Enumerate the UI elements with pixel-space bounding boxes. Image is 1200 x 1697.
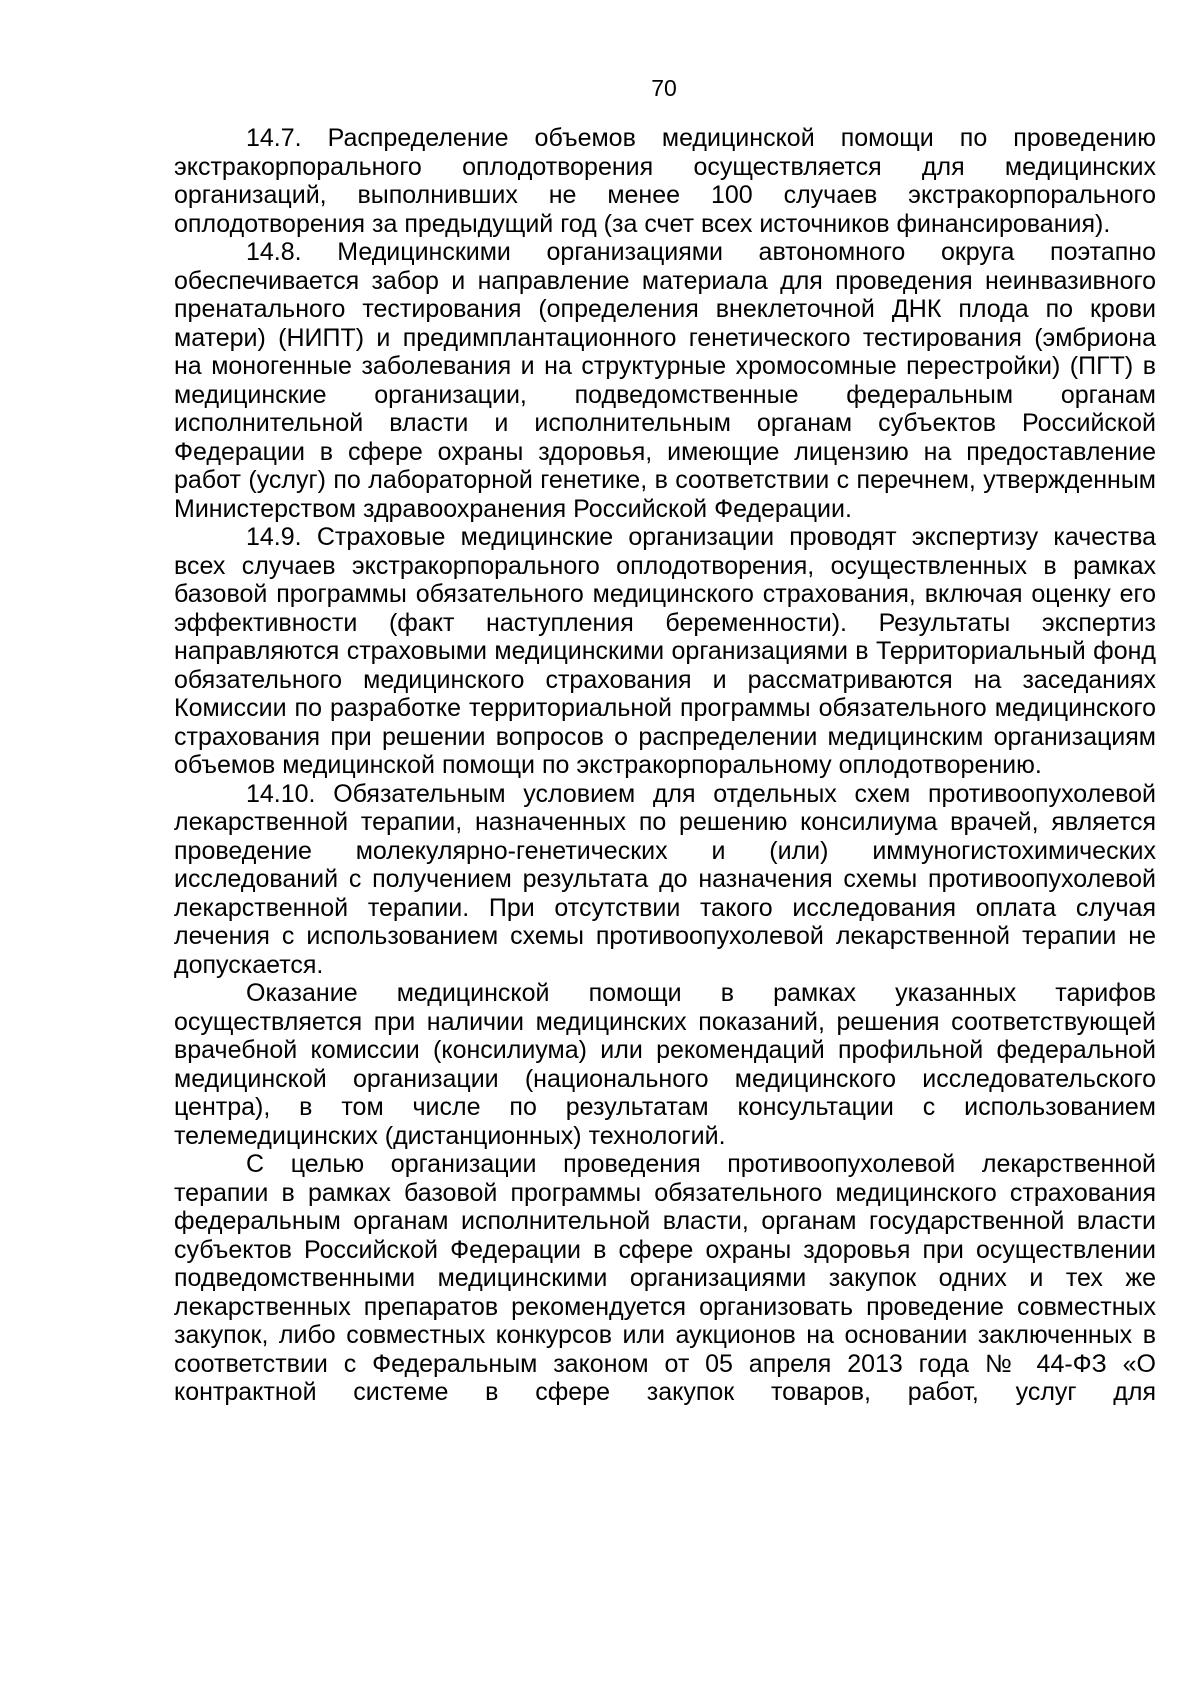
paragraph-14-8: 14.8. Медицинскими организациями автономного округа поэтапно обеспечивается забор и направление материала для проведения неинвазивного пренатального тестирования (определения внеклеточной ДНК плода по крови матери) (НИПТ) и предимплантационного генетического тестирования (эмбриона на моногенные заболевания и на структурные хромосомные перестройки) (ПГТ) в медицинские организации, подведомственные федеральным органам исполнительной власти и исполнительным органам субъектов Российской Федерации в сфере охраны здоровья, имеющие лицензию на предоставление работ (услуг) по лабораторной генетике, в соответствии с перечнем, утвержденным Министерством здравоохранения Российской Федерации.	[174, 238, 1156, 523]
paragraph-medical-care-provision: Оказание медицинской помощи в рамках указанных тарифов осуществляется при наличии медицинских показаний, решения соответствующей врачебной комиссии (консилиума) или рекомендаций профильной федеральной медицинской организации (национального медицинского исследовательского центра), в том числе по результатам консультации с использованием телемедицинских (дистанционных) технологий.	[174, 979, 1156, 1150]
paragraph-14-10: 14.10. Обязательным условием для отдельных схем противоопухолевой лекарственной терапии, назначенных по решению консилиума врачей, является проведение молекулярно-генетических и (или) иммуногистохимических исследований с получением результата до назначения схемы противоопухолевой лекарственной терапии. При отсутствии такого исследования оплата случая лечения с использованием схемы противоопухолевой лекарственной терапии не допускается.	[174, 779, 1156, 979]
page-number: 70	[651, 75, 677, 101]
paragraph-14-7: 14.7. Распределение объемов медицинской помощи по проведению экстракорпорального оплодотворения осуществляется для медицинских организаций, выполнивших не менее 100 случаев экстракорпорального оплодотворения за предыдущий год (за счет всех источников финансирования).	[174, 124, 1156, 238]
paragraph-joint-procurement: С целью организации проведения противоопухолевой лекарственной терапии в рамках базовой программы обязательного медицинского страхования федеральным органам исполнительной власти, органам государственной власти субъектов Российской Федерации в сфере охраны здоровья при осуществлении подведомственными медицинскими организациями закупок одних и тех же лекарственных препаратов рекомендуется организовать проведение совместных закупок, либо совместных конкурсов или аукционов на основании заключенных в соответствии с Федеральным законом от 05 апреля 2013 года № 44-ФЗ «О контрактной системе в сфере закупок товаров, работ, услуг для	[174, 1150, 1156, 1406]
paragraph-14-9: 14.9. Страховые медицинские организации проводят экспертизу качества всех случаев экстракорпорального оплодотворения, осуществленных в рамках базовой программы обязательного медицинского страхования, включая оценку его эффективности (факт наступления беременности). Результаты экспертиз направляются страховыми медицинскими организациями в Территориальный фонд обязательного медицинского страхования и рассматриваются на заседаниях Комиссии по разработке территориальной программы обязательного медицинского страхования при решении вопросов о распределении медицинским организациям объемов медицинской помощи по экстракорпоральному оплодотворению.	[174, 523, 1156, 779]
document-body	[174, 124, 1156, 1407]
